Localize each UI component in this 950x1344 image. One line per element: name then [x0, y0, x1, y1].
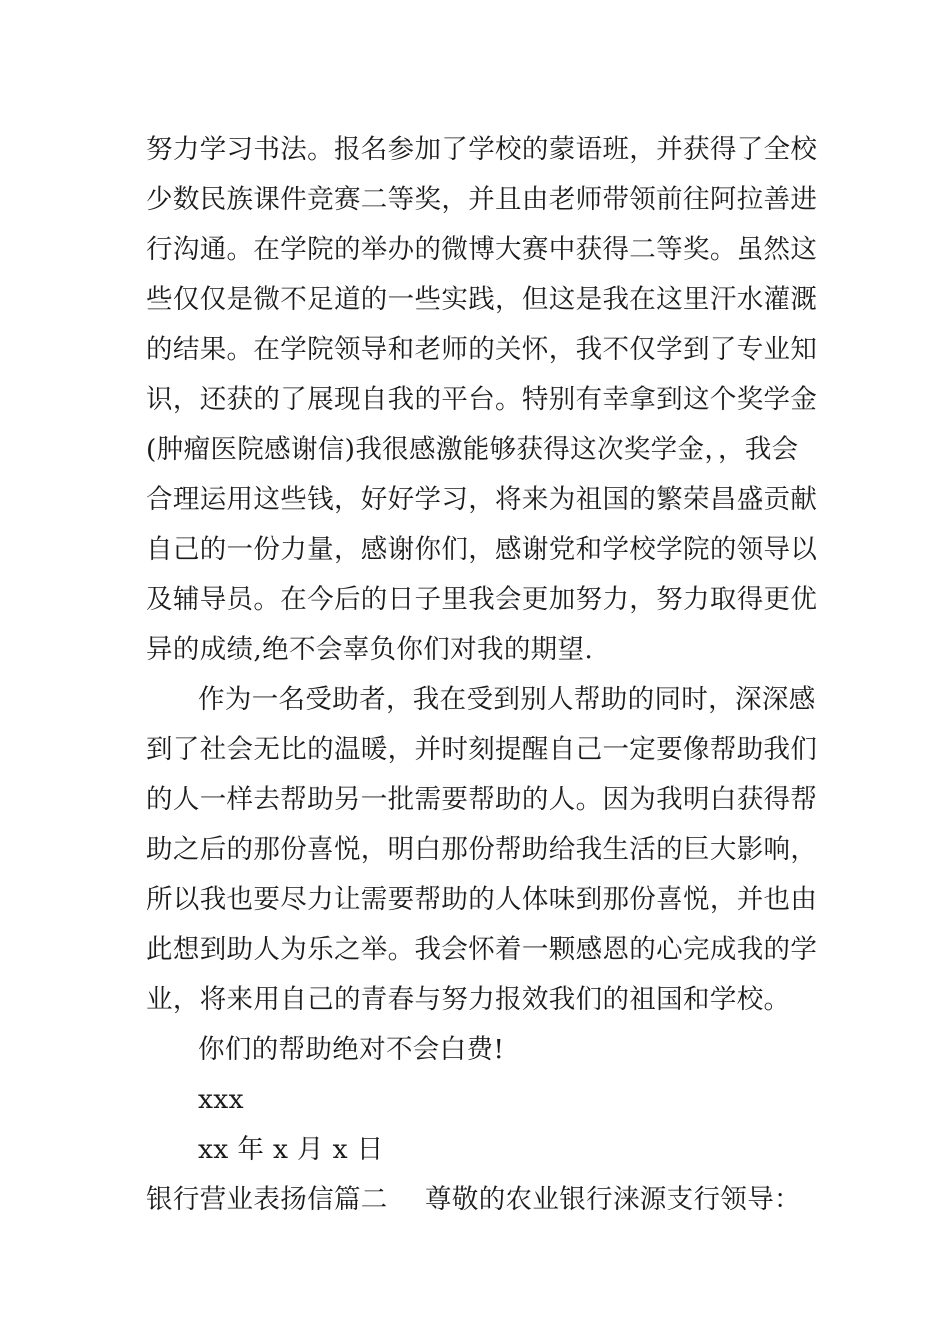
salutation: 尊敬的农业银行涞源支行领导：	[425, 1184, 801, 1215]
body-text-line: 行沟通。在学院的举办的微博大赛中获得二等奖。虽然这	[146, 234, 818, 265]
body-text-line: (肿瘤医院感谢信)我很感激能够获得这次奖学金，，我会	[146, 434, 799, 465]
body-text-line: 业，将来用自己的青春与努力报效我们的祖国和学校。	[146, 984, 791, 1015]
body-text-line: 作为一名受助者，我在受到别人帮助的同时，深深感	[198, 684, 816, 715]
body-text-line: 努力学习书法。报名参加了学校的蒙语班，并获得了全校	[146, 134, 818, 165]
body-text-line: 所以我也要尽力让需要帮助的人体味到那份喜悦，并也由	[146, 884, 818, 915]
body-text-line: 些仅仅是微不足道的一些实践，但这是我在这里汗水灌溉	[146, 284, 818, 315]
body-text-line: 合理运用这些钱，好好学习，将来为祖国的繁荣昌盛贡献	[146, 484, 818, 515]
section-title: 银行营业表扬信篇二	[146, 1184, 388, 1215]
body-text-line: 到了社会无比的温暖，并时刻提醒自己一定要像帮助我们	[146, 734, 818, 765]
body-text-line: 及辅导员。在今后的日子里我会更加努力，努力取得更优	[146, 584, 818, 615]
body-text-line: 此想到助人为乐之举。我会怀着一颗感恩的心完成我的学	[146, 934, 818, 965]
closing-text: 你们的帮助绝对不会白费!	[198, 1034, 505, 1065]
body-text-line: 少数民族课件竞赛二等奖，并且由老师带领前往阿拉善进	[146, 184, 818, 215]
signature: xxx	[198, 1084, 244, 1115]
body-text-line: 的结果。在学院领导和老师的关怀，我不仅学到了专业知	[146, 334, 818, 365]
date-text: xx 年 x 月 x 日	[198, 1134, 384, 1165]
body-text-line: 自己的一份力量，感谢你们，感谢党和学校学院的领导以	[146, 534, 818, 565]
body-text-line: 识，还获的了展现自我的平台。特别有幸拿到这个奖学金	[146, 384, 818, 415]
body-text-line: 异的成绩,绝不会辜负你们对我的期望.	[146, 634, 594, 665]
body-text-line: 的人一样去帮助另一批需要帮助的人。因为我明白获得帮	[146, 784, 818, 815]
body-text-line: 助之后的那份喜悦，明白那份帮助给我生活的巨大影响，	[146, 834, 818, 865]
